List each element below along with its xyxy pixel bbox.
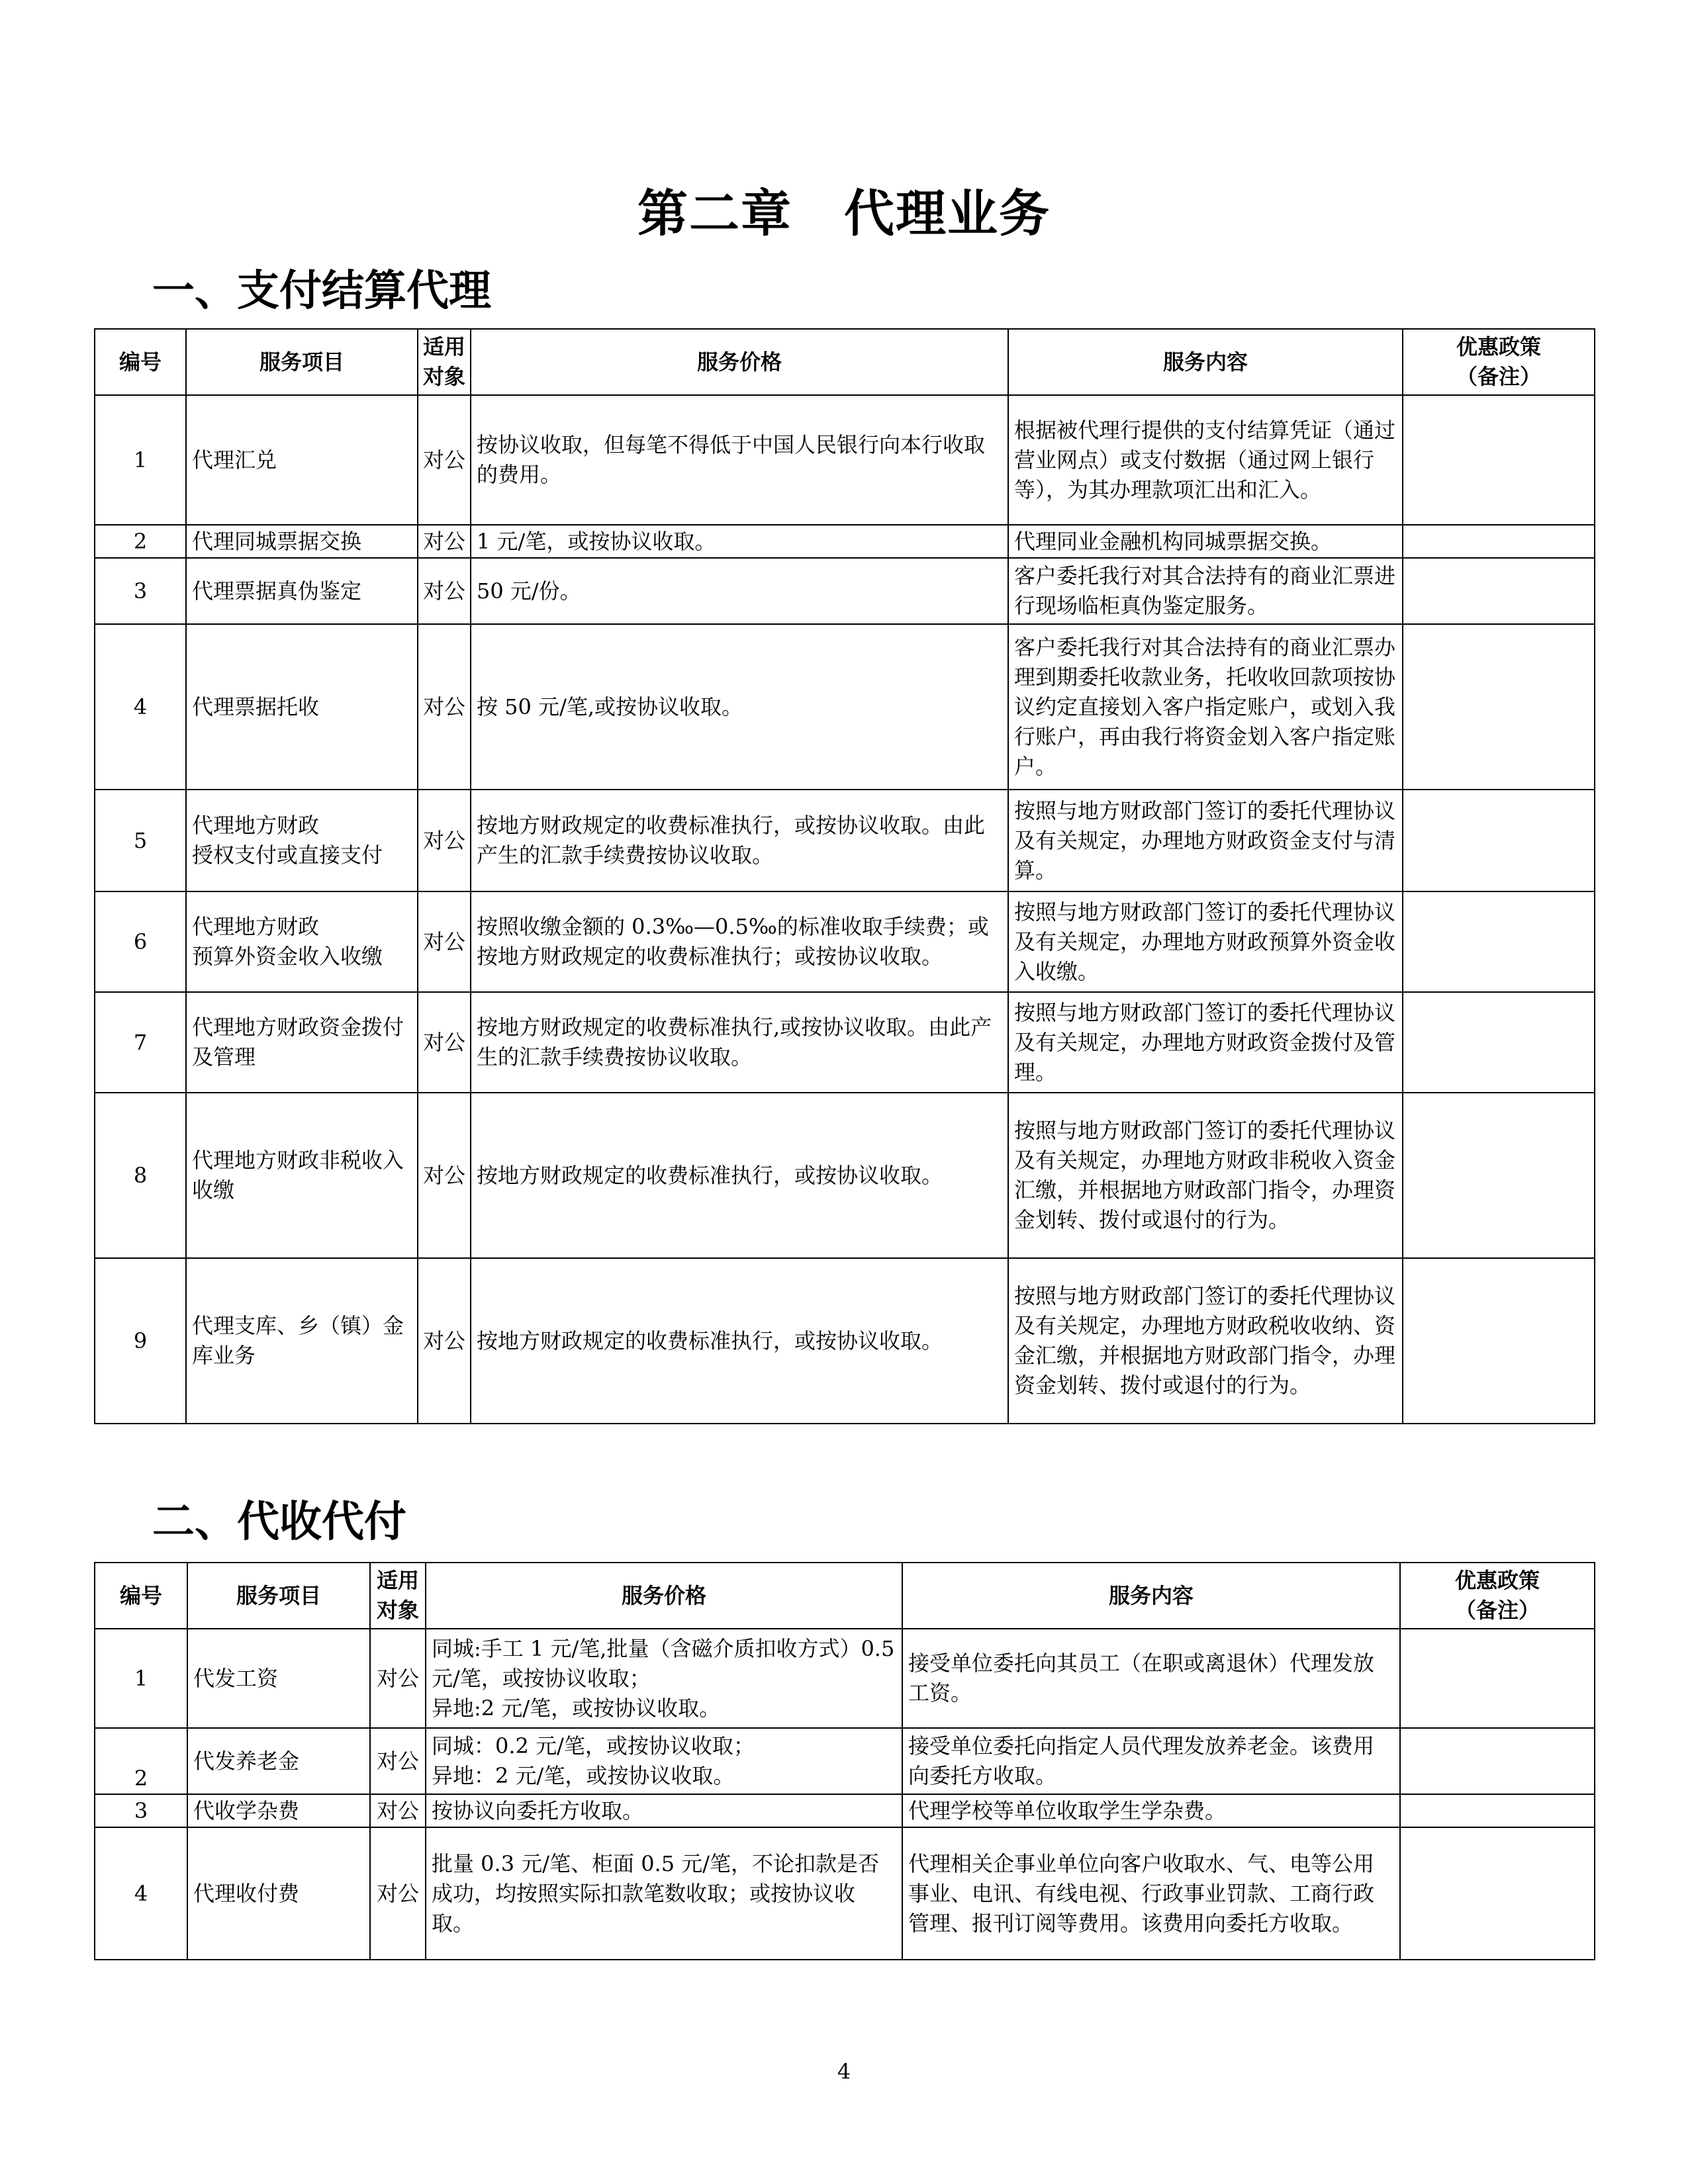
cell-content: 根据被代理行提供的支付结算凭证（通过营业网点）或支付数据（通过网上银行等），为其办理款项汇出和汇入。 bbox=[1008, 395, 1403, 525]
cell-price: 按地方财政规定的收费标准执行，或按协议收取。由此产生的汇款手续费按协议收取。 bbox=[471, 790, 1008, 891]
section-title-payment-agency: 一、支付结算代理 bbox=[152, 267, 491, 316]
cell-num: 4 bbox=[95, 624, 186, 790]
cell-target: 对公 bbox=[418, 395, 471, 525]
cell-policy bbox=[1403, 790, 1595, 891]
cell-policy bbox=[1403, 1093, 1595, 1258]
cell-item: 代理地方财政 授权支付或直接支付 bbox=[186, 790, 418, 891]
cell-price: 1 元/笔，或按协议收取。 bbox=[471, 525, 1008, 558]
cell-item: 代理地方财政资金拨付及管理 bbox=[186, 992, 418, 1093]
cell-item: 代发养老金 bbox=[187, 1728, 370, 1794]
header-content: 服务内容 bbox=[902, 1563, 1400, 1629]
header-item: 服务项目 bbox=[186, 329, 418, 395]
cell-num: 3 bbox=[95, 558, 186, 624]
cell-item: 代理汇兑 bbox=[186, 395, 418, 525]
cell-target: 对公 bbox=[418, 1093, 471, 1258]
cell-policy bbox=[1400, 1827, 1595, 1960]
cell-target: 对公 bbox=[370, 1794, 426, 1827]
payment-agency-table bbox=[94, 328, 1595, 1424]
cell-content: 代理相关企事业单位向客户收取水、气、电等公用事业、电讯、有线电视、行政事业罚款、工商行政管理、报刊订阅等费用。该费用向委托方收取。 bbox=[902, 1827, 1400, 1960]
table-row bbox=[95, 558, 1595, 624]
header-num: 编号 bbox=[95, 329, 186, 395]
cell-num: 7 bbox=[95, 992, 186, 1093]
table-row bbox=[95, 1093, 1595, 1258]
table-row bbox=[95, 525, 1595, 558]
cell-price: 按地方财政规定的收费标准执行，或按协议收取。 bbox=[471, 1093, 1008, 1258]
cell-policy bbox=[1403, 992, 1595, 1093]
header-price: 服务价格 bbox=[471, 329, 1008, 395]
cell-target: 对公 bbox=[370, 1629, 426, 1728]
cell-price: 同城:手工 1 元/笔,批量（含磁介质扣收方式）0.5 元/笔，或按协议收取； 异地:2 元/笔，或按协议收取。 bbox=[426, 1629, 902, 1728]
page-number: 4 bbox=[837, 2059, 851, 2084]
cell-policy bbox=[1403, 558, 1595, 624]
cell-target: 对公 bbox=[418, 790, 471, 891]
cell-num: 1 bbox=[95, 1629, 187, 1728]
cell-content: 按照与地方财政部门签订的委托代理协议及有关规定，办理地方财政预算外资金收入收缴。 bbox=[1008, 891, 1403, 992]
cell-price: 按协议收取，但每笔不得低于中国人民银行向本行收取的费用。 bbox=[471, 395, 1008, 525]
cell-num: 9 bbox=[95, 1258, 186, 1424]
cell-target: 对公 bbox=[370, 1728, 426, 1794]
cell-num: 6 bbox=[95, 891, 186, 992]
cell-content: 按照与地方财政部门签订的委托代理协议及有关规定，办理地方财政资金支付与清算。 bbox=[1008, 790, 1403, 891]
chapter-title: 第二章 代理业务 bbox=[637, 184, 1051, 243]
header-target: 适用 对象 bbox=[370, 1563, 426, 1629]
cell-content: 按照与地方财政部门签订的委托代理协议及有关规定，办理地方财政非税收入资金汇缴，并根据地方财政部门指令，办理资金划转、拨付或退付的行为。 bbox=[1008, 1093, 1403, 1258]
cell-policy bbox=[1403, 395, 1595, 525]
table-row bbox=[95, 1629, 1595, 1728]
header-target: 适用 对象 bbox=[418, 329, 471, 395]
table-row bbox=[95, 624, 1595, 790]
cell-item: 代理地方财政 预算外资金收入收缴 bbox=[186, 891, 418, 992]
cell-item: 代发工资 bbox=[187, 1629, 370, 1728]
cell-num: 4 bbox=[95, 1827, 187, 1960]
header-item: 服务项目 bbox=[187, 1563, 370, 1629]
cell-target: 对公 bbox=[370, 1827, 426, 1960]
header-content: 服务内容 bbox=[1008, 329, 1403, 395]
table-row bbox=[95, 1728, 1595, 1794]
cell-policy bbox=[1400, 1728, 1595, 1794]
cell-item: 代理支库、乡（镇）金库业务 bbox=[186, 1258, 418, 1424]
cell-content: 代理同业金融机构同城票据交换。 bbox=[1008, 525, 1403, 558]
header-policy: 优惠政策 （备注） bbox=[1403, 329, 1595, 395]
cell-price: 按地方财政规定的收费标准执行,或按协议收取。由此产生的汇款手续费按协议收取。 bbox=[471, 992, 1008, 1093]
table-row bbox=[95, 1258, 1595, 1424]
collection-payment-table bbox=[94, 1562, 1595, 1960]
cell-policy bbox=[1403, 891, 1595, 992]
cell-target: 对公 bbox=[418, 558, 471, 624]
cell-num: 5 bbox=[95, 790, 186, 891]
section-title-collection-payment: 二、代收代付 bbox=[152, 1498, 406, 1547]
cell-content: 客户委托我行对其合法持有的商业汇票进行现场临柜真伪鉴定服务。 bbox=[1008, 558, 1403, 624]
cell-price: 50 元/份。 bbox=[471, 558, 1008, 624]
cell-item: 代理同城票据交换 bbox=[186, 525, 418, 558]
cell-content: 按照与地方财政部门签订的委托代理协议及有关规定，办理地方财政资金拨付及管理。 bbox=[1008, 992, 1403, 1093]
cell-item: 代理收付费 bbox=[187, 1827, 370, 1960]
cell-price: 按协议向委托方收取。 bbox=[426, 1794, 902, 1827]
cell-policy bbox=[1403, 525, 1595, 558]
table-row bbox=[95, 992, 1595, 1093]
header-policy: 优惠政策 （备注） bbox=[1400, 1563, 1595, 1629]
cell-content: 按照与地方财政部门签订的委托代理协议及有关规定，办理地方财政税收收纳、资金汇缴，并根据地方财政部门指令，办理资金划转、拨付或退付的行为。 bbox=[1008, 1258, 1403, 1424]
cell-price: 批量 0.3 元/笔、柜面 0.5 元/笔，不论扣款是否成功，均按照实际扣款笔数收取；或按协议收取。 bbox=[426, 1827, 902, 1960]
table-header-row bbox=[95, 1563, 1595, 1629]
table-row bbox=[95, 790, 1595, 891]
table-row bbox=[95, 395, 1595, 525]
cell-target: 对公 bbox=[418, 992, 471, 1093]
cell-content: 客户委托我行对其合法持有的商业汇票办理到期委托收款业务，托收收回款项按协议约定直接划入客户指定账户，或划入我行账户，再由我行将资金划入客户指定账户。 bbox=[1008, 624, 1403, 790]
cell-num: 2 bbox=[95, 1728, 187, 1794]
header-price: 服务价格 bbox=[426, 1563, 902, 1629]
cell-price: 同城：0.2 元/笔，或按协议收取； 异地：2 元/笔，或按协议收取。 bbox=[426, 1728, 902, 1794]
cell-item: 代收学杂费 bbox=[187, 1794, 370, 1827]
cell-item: 代理地方财政非税收入收缴 bbox=[186, 1093, 418, 1258]
cell-num: 8 bbox=[95, 1093, 186, 1258]
cell-policy bbox=[1400, 1629, 1595, 1728]
cell-target: 对公 bbox=[418, 525, 471, 558]
cell-policy bbox=[1403, 624, 1595, 790]
cell-target: 对公 bbox=[418, 1258, 471, 1424]
table-header-row bbox=[95, 329, 1595, 395]
table-row bbox=[95, 891, 1595, 992]
table-row bbox=[95, 1827, 1595, 1960]
cell-num: 1 bbox=[95, 395, 186, 525]
cell-item: 代理票据托收 bbox=[186, 624, 418, 790]
cell-content: 接受单位委托向其员工（在职或离退休）代理发放工资。 bbox=[902, 1629, 1400, 1728]
cell-price: 按 50 元/笔,或按协议收取。 bbox=[471, 624, 1008, 790]
cell-price: 按地方财政规定的收费标准执行，或按协议收取。 bbox=[471, 1258, 1008, 1424]
cell-content: 代理学校等单位收取学生学杂费。 bbox=[902, 1794, 1400, 1827]
cell-target: 对公 bbox=[418, 891, 471, 992]
cell-target: 对公 bbox=[418, 624, 471, 790]
cell-content: 接受单位委托向指定人员代理发放养老金。该费用向委托方收取。 bbox=[902, 1728, 1400, 1794]
header-num: 编号 bbox=[95, 1563, 187, 1629]
cell-price: 按照收缴金额的 0.3‰—0.5‰的标准收取手续费；或按地方财政规定的收费标准执行；或按协议收取。 bbox=[471, 891, 1008, 992]
cell-item: 代理票据真伪鉴定 bbox=[186, 558, 418, 624]
table-row bbox=[95, 1794, 1595, 1827]
cell-policy bbox=[1403, 1258, 1595, 1424]
cell-num: 2 bbox=[95, 525, 186, 558]
cell-num: 3 bbox=[95, 1794, 187, 1827]
cell-policy bbox=[1400, 1794, 1595, 1827]
